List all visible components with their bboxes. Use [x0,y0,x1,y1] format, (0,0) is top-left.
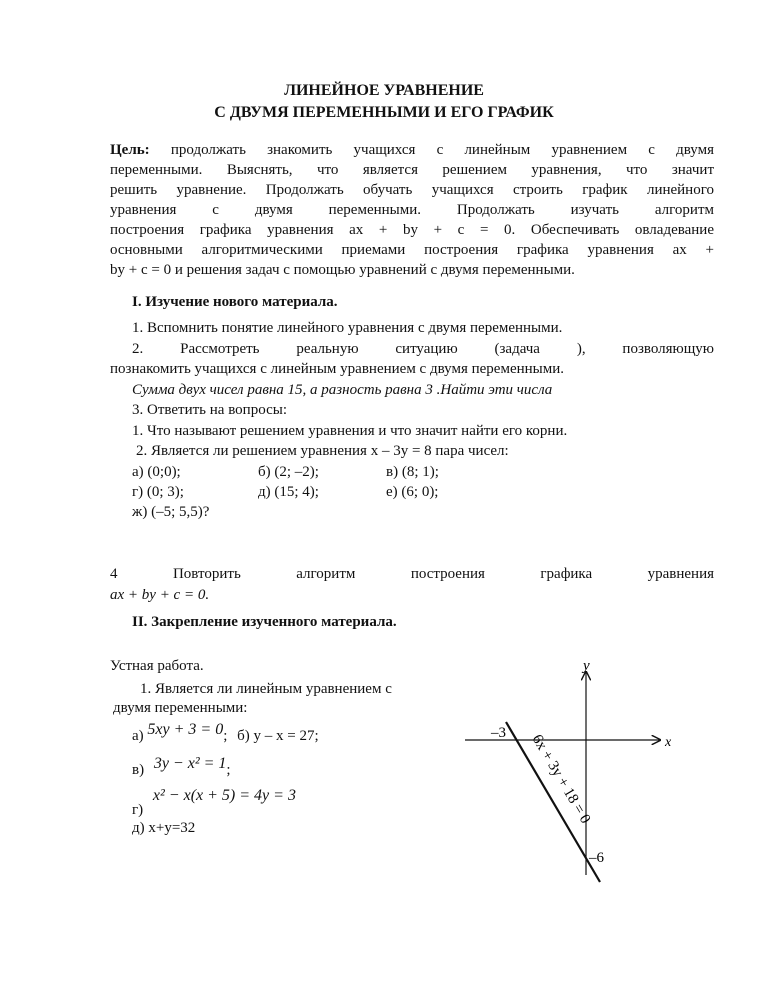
y-intercept-label: –6 [589,850,604,866]
section2-heading: II. Закрепление изученного материала. [132,614,397,630]
pair-option: в) (8; 1); [386,464,439,480]
pair-option: г) (0; 3); [132,484,184,500]
option-g: г) x² − x(x + 5) = 4y = 3 [132,787,296,818]
goal-line: продолжать знакомить учащихся с линейным уравнением с двумя [170,142,714,158]
equation-g: x² − x(x + 5) = 4y = 3 [152,787,296,804]
goal-line: основными алгоритмическими приемами построения графика уравнения ax + [110,242,714,258]
pair-option: е) (6; 0); [386,484,439,500]
section1-item4-line2: ax + by + c = 0. [110,587,210,603]
section1-question1: 1. Что называют решением уравнения и что значит найти его корни. [132,423,568,439]
option-v: в) 3y − x² = 1; [132,755,231,778]
goal-line: переменными. Выяснять, что является решением уравнения, что значит [110,162,714,178]
pair-option: б) (2; –2); [258,464,319,480]
equation-a: 5xy + 3 = 0 [147,721,224,738]
section1-task: Сумма двух чисел равна 15, а разность равна 3 .Найти эти числа [132,382,553,398]
goal-paragraph [110,140,714,280]
oral-work-label: Устная работа. [110,658,204,674]
option-b: б) y – x = 27; [237,728,319,744]
option-d: д) x+y=32 [132,820,196,836]
option-a: а) 5xy + 3 = 0; б) y – x = 27; [132,721,319,744]
section2-question-line2: двумя переменными: [113,700,248,716]
section1-item1: 1. Вспомнить понятие линейного уравнения с двумя переменными. [132,320,563,336]
section1-question2: 2. Является ли решением уравнения x – 3y = 8 пара чисел: [136,443,509,459]
page-title-line1: ЛИНЕЙНОЕ УРАВНЕНИЕ [284,82,484,99]
pair-option: д) (15; 4); [258,484,319,500]
goal-line: уравнения с двумя переменными. Продолжать изучать алгоритм [110,202,714,218]
pair-option: а) (0;0); [132,464,181,480]
page-title-line2: С ДВУМЯ ПЕРЕМЕННЫМИ И ЕГО ГРАФИК [214,104,554,121]
goal-label: Цель: [110,142,150,158]
section1-item2-line1: 2. Рассмотреть реальную ситуацию (задача ), позволяющую [132,341,714,357]
y-axis-label: y [583,658,590,674]
section2-question-line1: 1. Является ли линейным уравнением с [140,681,392,697]
goal-line: решить уравнение. Продолжать обучать учащихся строить график линейного [110,182,714,198]
x-intercept-label: –3 [491,725,506,741]
linear-equation-graph [455,650,695,890]
goal-line: by + c = 0 и решения задач с помощью уравнений с двумя переменными. [110,262,575,278]
equation-v: 3y − x² = 1 [153,755,227,772]
x-axis-label: x [665,735,672,750]
goal-line: построения графика уравнения ax + by + c = 0. Обеспечивать овладевание [110,222,714,238]
pair-option: ж) (–5; 5,5)? [132,504,210,520]
equation-line-label: 6x + 3y + 18 = 0 [528,731,594,827]
section1-item2-line2: познакомить учащихся с линейным уравнением с двумя переменными. [110,361,565,377]
section1-heading: I. Изучение нового материала. [132,294,338,310]
section1-item3: 3. Ответить на вопросы: [132,402,287,418]
section1-item4-line1: 4 Повторить алгоритм построения графика уравнения [110,566,714,582]
